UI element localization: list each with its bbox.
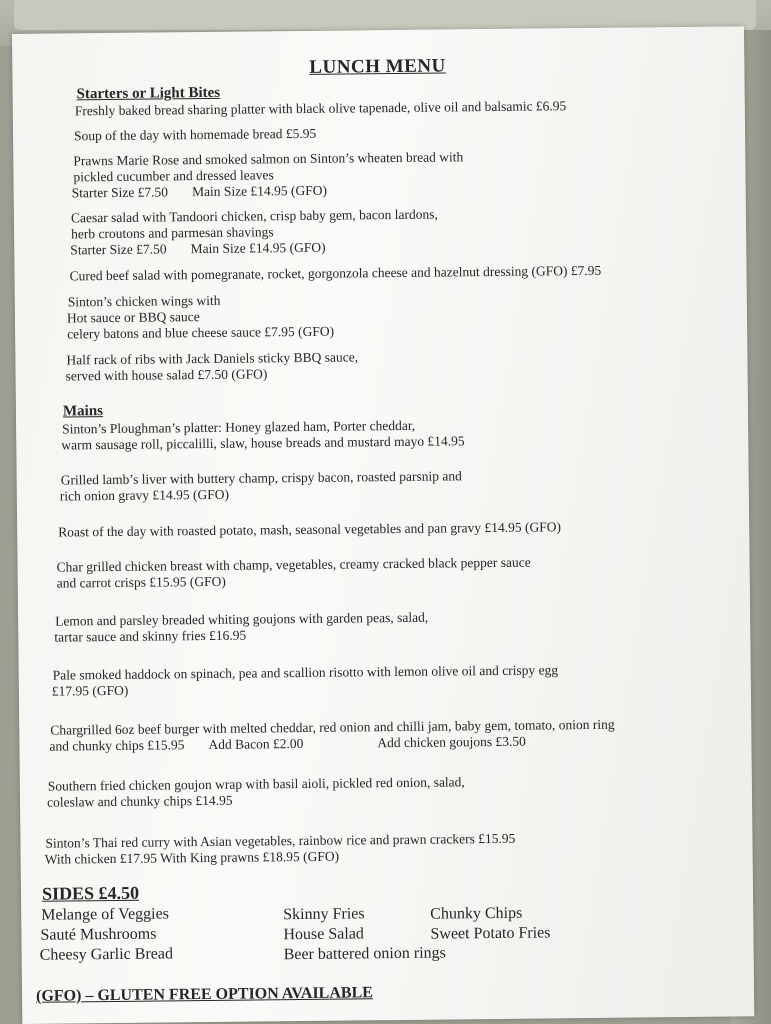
starter-prawns-line1: Prawns Marie Rose and smoked salmon on Sinton’s wheaten bread with bbox=[73, 149, 464, 169]
starter-beef: Cured beef salad with pomegranate, rocket, gorgonzola cheese and hazelnut dressing (GFO) £7.95 bbox=[69, 262, 602, 284]
menu-holder-tab bbox=[14, 0, 756, 30]
gluten-free-note: (GFO) – GLUTEN FREE OPTION AVAILABLE bbox=[35, 984, 373, 1005]
main-curry-line2: With chicken £17.95 With King prawns £18.95 (GFO) bbox=[44, 848, 340, 867]
side-item: Skinny Fries bbox=[283, 905, 365, 924]
burger-price: and chunky chips £15.95 bbox=[49, 737, 185, 754]
starter-bread: Freshly baked bread sharing platter with black olive tapenade, olive oil and balsamic £6.95 bbox=[74, 98, 567, 119]
starter-wings-line3: celery batons and blue cheese sauce £7.95 (GFO) bbox=[67, 323, 335, 342]
main-haddock-line2: £17.95 (GFO) bbox=[51, 682, 129, 699]
caesar-starter-price: Starter Size £7.50 bbox=[70, 241, 167, 258]
starter-prawns-prices bbox=[72, 183, 328, 202]
side-item: Sweet Potato Fries bbox=[430, 924, 551, 943]
starter-ribs-line2: served with house salad £7.50 (GFO) bbox=[65, 366, 268, 384]
starter-wings-line1: Sinton’s chicken wings with bbox=[67, 292, 221, 310]
main-ploughman-line1: Sinton’s Ploughman’s platter: Honey glazed ham, Porter cheddar, bbox=[62, 417, 416, 437]
mains-heading: Mains bbox=[62, 403, 104, 420]
side-item: House Salad bbox=[283, 925, 364, 944]
prawns-starter-price: Starter Size £7.50 bbox=[71, 184, 169, 201]
starter-prawns-line2: pickled cucumber and dressed leaves bbox=[73, 167, 274, 185]
main-wrap-line1: Southern fried chicken goujon wrap with basil aioli, pickled red onion, salad, bbox=[47, 774, 465, 794]
main-curry-line1: Sinton’s Thai red curry with Asian vegetables, rainbow rice and prawn crackers £15.95 bbox=[45, 830, 516, 851]
burger-add-goujons: Add chicken goujons £3.50 bbox=[377, 733, 526, 751]
side-item: Sauté Mushrooms bbox=[40, 925, 157, 944]
starter-ribs-line1: Half rack of ribs with Jack Daniels sticky BBQ sauce, bbox=[66, 349, 359, 368]
side-item: Chunky Chips bbox=[430, 904, 523, 923]
side-item: Cheesy Garlic Bread bbox=[39, 945, 174, 964]
side-item: Melange of Veggies bbox=[41, 905, 169, 924]
main-whiting-line2: tartar sauce and skinny fries £16.95 bbox=[54, 627, 247, 645]
main-liver-line2: rich onion gravy £14.95 (GFO) bbox=[59, 486, 230, 504]
burger-add-bacon: Add Bacon £2.00 bbox=[208, 735, 304, 752]
caesar-main-price: Main Size £14.95 (GFO) bbox=[190, 239, 326, 257]
sides-heading: SIDES £4.50 bbox=[41, 882, 140, 904]
main-liver-line1: Grilled lamb’s liver with buttery champ, crispy bacon, roasted parsnip and bbox=[60, 468, 462, 488]
main-chicken-line2: and carrot crisps £15.95 (GFO) bbox=[56, 573, 226, 591]
page-title: LUNCH MENU bbox=[309, 55, 446, 78]
side-item: Beer battered onion rings bbox=[283, 944, 446, 964]
prawns-main-price: Main Size £14.95 (GFO) bbox=[191, 182, 328, 200]
main-whiting-line1: Lemon and parsley breaded whiting goujons with garden peas, salad, bbox=[55, 609, 429, 629]
main-chicken-line1: Char grilled chicken breast with champ, vegetables, creamy cracked black pepper sauce bbox=[56, 554, 531, 575]
starter-caesar-line1: Caesar salad with Tandoori chicken, crisp baby gem, bacon lardons, bbox=[70, 206, 438, 226]
starter-caesar-prices bbox=[70, 240, 326, 259]
main-roast: Roast of the day with roasted potato, mash, seasonal vegetables and pan gravy £14.95 (GFO) bbox=[58, 519, 562, 540]
starter-wings-line2: Hot sauce or BBQ sauce bbox=[66, 309, 200, 326]
main-wrap-line2: coleslaw and chunky chips £14.95 bbox=[46, 792, 233, 810]
starters-heading: Starters or Light Bites bbox=[76, 84, 221, 103]
main-ploughman-line2: warm sausage roll, piccalilli, slaw, house breads and mustard mayo £14.95 bbox=[61, 433, 465, 453]
main-haddock-line1: Pale smoked haddock on spinach, pea and scallion risotto with lemon olive oil and crispy egg bbox=[52, 662, 559, 683]
menu-page bbox=[12, 26, 754, 1024]
starter-soup: Soup of the day with homemade bread £5.95 bbox=[73, 125, 317, 144]
main-burger-line1: Chargrilled 6oz beef burger with melted cheddar, red onion and chilli jam, baby gem, tomato, onion ring bbox=[50, 716, 615, 738]
starter-caesar-line2: herb croutons and parmesan shavings bbox=[71, 224, 274, 242]
